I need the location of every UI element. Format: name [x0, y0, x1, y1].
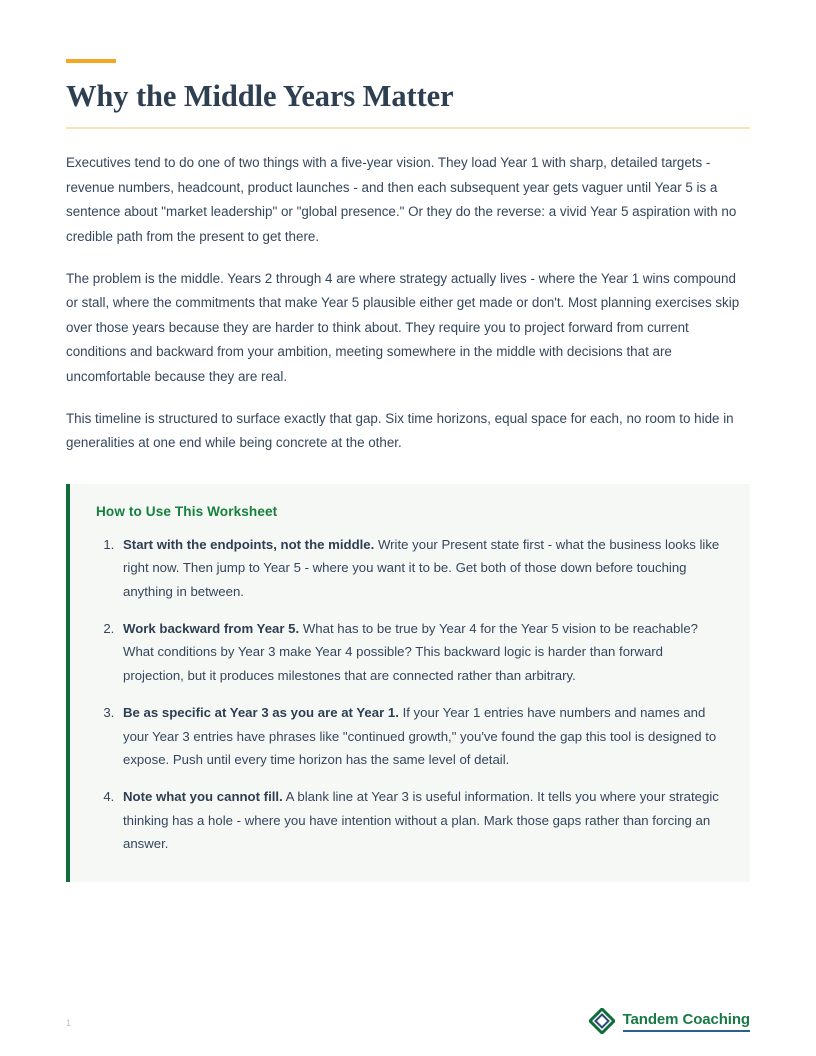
page-content [66, 0, 750, 882]
body-paragraph-3: This timeline is structured to surface exactly that gap. Six time horizons, equal space for each, no room to hide in generalities at one end while being concrete at the other. [66, 410, 734, 451]
callout-heading: How to Use This Worksheet [96, 503, 278, 519]
list-item [118, 701, 724, 771]
list-item-lead: Be as specific at Year 3 as you are at Year 1. [123, 705, 399, 721]
brand-name: Tandem Coaching [623, 1011, 750, 1032]
body-paragraph-1: Executives tend to do one of two things with a five-year vision. They load Year 1 with sharp, detailed targets - revenue numbers, headcount, product launches - and then each subsequent year gets vaguer until Year 5 is a sentence about "market leadership" or "global presence." Or they do the reverse: a vivid Year 5 aspiration with no credible path from the present to get there. [66, 155, 737, 244]
list-item [118, 533, 724, 603]
list-item [118, 617, 724, 687]
how-to-use-callout [66, 484, 750, 882]
page-number: 1 [66, 1018, 72, 1028]
page-title: Why the Middle Years Matter [66, 79, 454, 113]
list-item-body: A blank line at Year 3 is useful information. It tells you where your strategic thinking has a hole - where you have intention without a plan. Mark those gaps rather than forcing an answer. [123, 789, 719, 852]
brand-logo [589, 1008, 750, 1034]
callout-instruction-list [96, 533, 724, 856]
page-footer [0, 986, 816, 1056]
body-paragraph-2: The problem is the middle. Years 2 through 4 are where strategy actually lives - where the Year 1 wins compound or stall, where the commitments that make Year 5 plausible either get made or don't. Most planning exercises skip over those years because they are harder to think about. They require you to project forward from current conditions and backward from your ambition, meeting somewhere in the middle with decisions that are uncomfortable because they are real. [66, 270, 740, 384]
list-item-body: Write your Present state first - what the business looks like right now. Then jump to Year 5 - where you want it to be. Get both of those down before touching anything in between. [123, 536, 720, 599]
list-item [118, 785, 724, 855]
list-item-lead: Work backward from Year 5. [123, 620, 300, 636]
tandem-diamond-icon [589, 1008, 615, 1034]
list-item-lead: Start with the endpoints, not the middle. [123, 536, 375, 552]
list-item-lead: Note what you cannot fill. [123, 789, 283, 805]
list-item-body: If your Year 1 entries have numbers and names and your Year 3 entries have phrases like "continued growth," you've found the gap this tool is designed to expose. Push until every time horizon has the same level of detail. [123, 705, 717, 767]
title-accent-bar [66, 59, 116, 63]
list-item-body: What has to be true by Year 4 for the Year 5 vision to be reachable? What conditions by Year 3 make Year 4 possible? This backward logic is harder than forward projection, but it produces milestones that are connected rather than arbitrary. [123, 620, 698, 683]
